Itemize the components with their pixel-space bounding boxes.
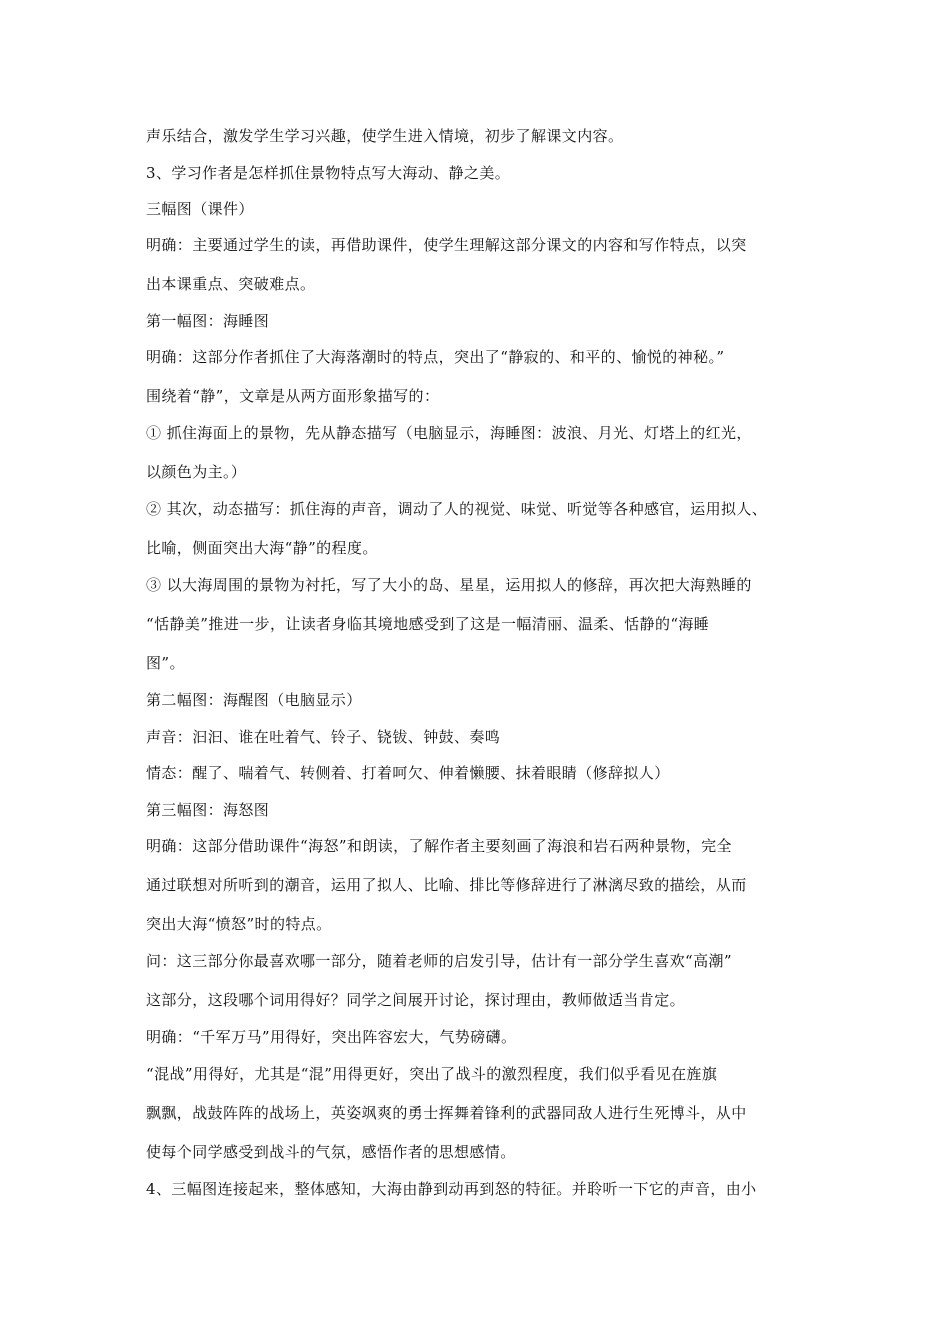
text-line: 明确：“千军万马”用得好，突出阵容宏大，气势磅礴。 bbox=[146, 1028, 517, 1046]
text-line: 声音：汩汩、谁在吐着气、铃子、铙钹、钟鼓、奏鸣 bbox=[146, 728, 501, 746]
text-line: 第二幅图：海醒图（电脑显示） bbox=[146, 691, 362, 709]
text-line: ③ 以大海周围的景物为衬托，写了大小的岛、星星，运用拟人的修辞，再次把大海熟睡的 bbox=[146, 576, 752, 594]
text-line: 突出大海“愤怒”时的特点。 bbox=[146, 915, 332, 933]
text-line: 问：这三部分你最喜欢哪一部分，随着老师的启发引导，估计有一部分学生喜欢“高潮” bbox=[146, 952, 732, 970]
text-line: 明确：这部分借助课件“海怒”和朗读，了解作者主要刻画了海浪和岩石两种景物，完全 bbox=[146, 837, 732, 855]
text-line: “恬静美”推进一步，让读者身临其境地感受到了这是一幅清丽、温柔、恬静的“海睡 bbox=[146, 615, 710, 633]
text-line: 这部分，这段哪个词用得好？同学之间展开讨论，探讨理由，教师做适当肯定。 bbox=[146, 991, 686, 1009]
text-line: 通过联想对所听到的潮音，运用了拟人、比喻、排比等修辞进行了淋漓尽致的描绘，从而 bbox=[146, 876, 747, 894]
text-line: 三幅图（课件） bbox=[146, 200, 254, 218]
text-line: 情态：醒了、喘着气、转侧着、打着呵欠、伸着懒腰、抹着眼睛（修辞拟人） bbox=[146, 764, 670, 782]
text-line: 明确：主要通过学生的读，再借助课件，使学生理解这部分课文的内容和写作特点，以突 bbox=[146, 236, 747, 254]
text-line: ① 抓住海面上的景物，先从静态描写（电脑显示，海睡图：波浪、月光、灯塔上的红光， bbox=[146, 424, 752, 442]
text-line: 比喻，侧面突出大海“静”的程度。 bbox=[146, 539, 378, 557]
text-line: 图”。 bbox=[146, 654, 185, 672]
text-line: 飘飘，战鼓阵阵的战场上，英姿飒爽的勇士挥舞着锋利的武器同敌人进行生死博斗，从中 bbox=[146, 1104, 747, 1122]
text-line: 使每个同学感受到战斗的气氛，感悟作者的思想感情。 bbox=[146, 1143, 516, 1161]
text-line: 围绕着“静”，文章是从两方面形象描写的： bbox=[146, 387, 440, 405]
text-line: 第一幅图：海睡图 bbox=[146, 312, 270, 330]
text-line: 明确：这部分作者抓住了大海落潮时的特点，突出了“静寂的、和平的、愉悦的神秘。” bbox=[146, 348, 725, 366]
text-line: 以颜色为主。） bbox=[146, 463, 247, 481]
text-line: 声乐结合，激发学生学习兴趣，使学生进入情境，初步了解课文内容。 bbox=[146, 127, 624, 145]
text-line: 第三幅图：海怒图 bbox=[146, 801, 270, 819]
text-line: 出本课重点、突破难点。 bbox=[146, 275, 316, 293]
text-line: 3、学习作者是怎样抓住景物特点写大海动、静之美。 bbox=[146, 164, 511, 182]
text-line: “混战”用得好，尤其是“混”用得更好，突出了战斗的激烈程度，我们似乎看见在旌旗 bbox=[146, 1065, 718, 1083]
text-line: ② 其次，动态描写：抓住海的声音，调动了人的视觉、味觉、听觉等各种感官，运用拟人、 bbox=[146, 500, 768, 518]
text-line: 4、三幅图连接起来，整体感知，大海由静到动再到怒的特征。并聆听一下它的声音，由小 bbox=[146, 1180, 757, 1198]
